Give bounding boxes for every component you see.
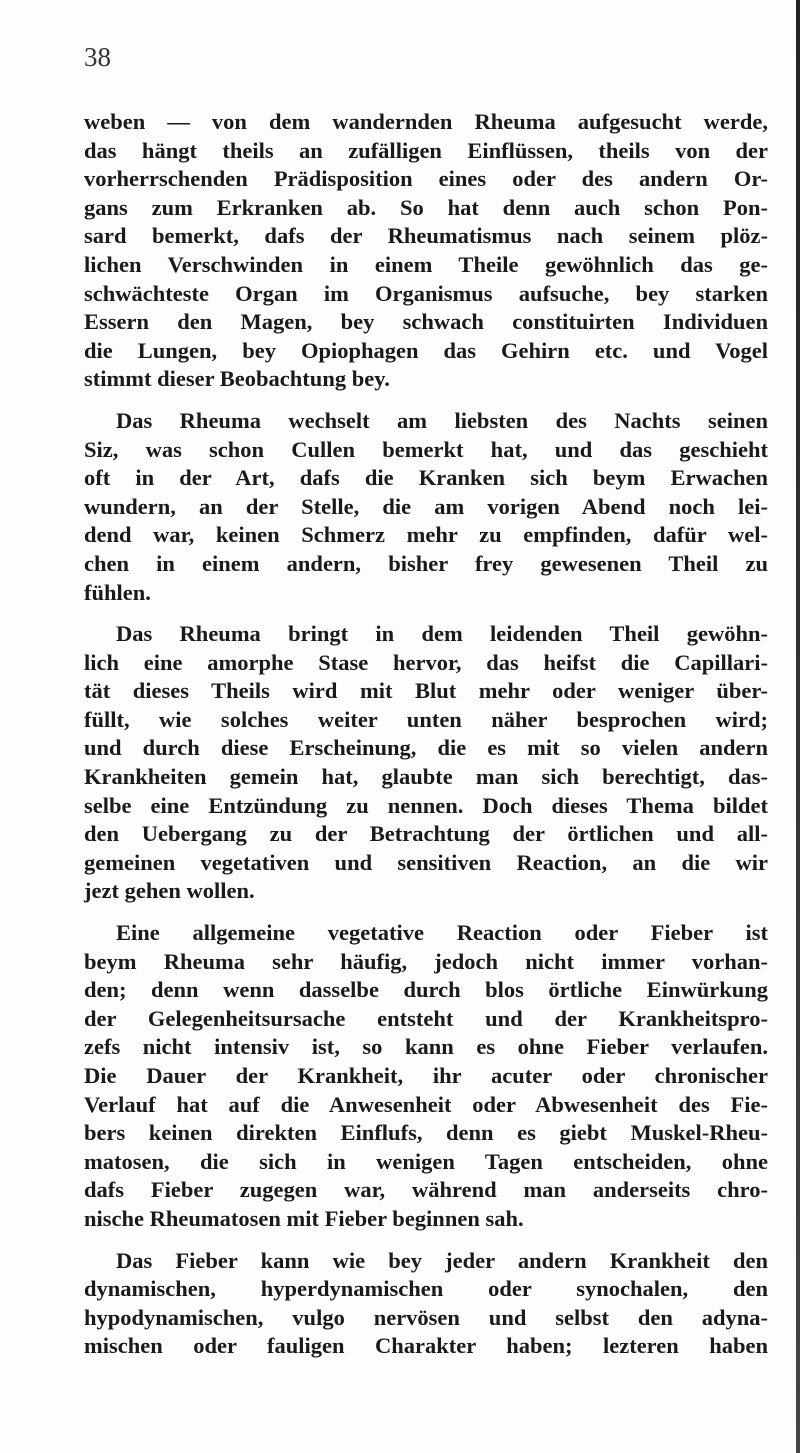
text-line: chen in einem andern, bisher frey gewesenen Theil zu [84,550,768,576]
text-line: Siz, was schon Cullen bemerkt hat, und das geschieht [84,436,768,462]
text-line: fühlen. [84,579,151,605]
text-line: Krankheiten gemein hat, glaubte man sich berechtigt, das- [84,764,768,790]
text-line: nische Rheumatosen mit Fieber beginnen sah. [84,1205,524,1231]
text-line: Das Rheuma bringt in dem leidenden Theil gewöhn- [116,621,768,647]
text-line: Das Rheuma wechselt am liebsten des Nachts seinen [116,407,768,433]
text-line: schwächteste Organ im Organismus aufsuche, bey starken [84,280,768,306]
paragraph [84,108,768,394]
text-line: das hängt theils an zufälligen Einflüssen, theils von der [84,137,768,163]
text-line: oft in der Art, dafs die Kranken sich beym Erwachen [84,465,768,491]
paragraph-gap [84,906,768,919]
text-line: dend war, keinen Schmerz mehr zu empfinden, dafür wel- [84,522,768,548]
text-line: mischen oder fauligen Charakter haben; lezteren haben [84,1333,768,1359]
text-line: die Lungen, bey Opiophagen das Gehirn etc. und Vogel [84,337,768,363]
text-line: Essern den Magen, bey schwach constituirten Individuen [84,309,768,335]
text-line: matosen, die sich in wenigen Tagen entscheiden, ohne [84,1148,768,1174]
page-number: 38 [84,42,111,72]
body-text [84,108,768,1361]
text-line: zefs nicht intensiv ist, so kann es ohne Fieber verlaufen. [84,1034,768,1060]
text-line: tät dieses Theils wird mit Blut mehr oder weniger über- [84,678,768,704]
text-line: lich eine amorphe Stase hervor, das heifst die Capillari- [84,649,768,675]
text-line: Eine allgemeine vegetative Reaction oder Fieber ist [116,920,768,946]
text-line: sard bemerkt, dafs der Rheumatismus nach seinem plöz- [84,223,768,249]
paragraph [84,1247,768,1361]
paragraph-gap [84,394,768,407]
text-line: beym Rheuma sehr häufig, jedoch nicht immer vorhan- [84,948,768,974]
text-line: gemeinen vegetativen und sensitiven Reaction, an die wir [84,849,768,875]
text-line: bers keinen direkten Einflufs, denn es giebt Muskel-Rheu- [84,1120,768,1146]
text-line: Verlauf hat auf die Anwesenheit oder Abwesenheit des Fie- [84,1091,768,1117]
text-line: lichen Verschwinden in einem Theile gewöhnlich das ge- [84,251,768,277]
text-line: jezt gehen wollen. [84,878,255,904]
text-line: Die Dauer der Krankheit, ihr acuter oder chronischer [84,1063,768,1088]
text-line: den; denn wenn dasselbe durch blos örtliche Einwürkung [84,977,768,1003]
text-line: der Gelegenheitsursache entsteht und der Krankheitspro- [84,1005,768,1031]
paragraph-gap [84,1234,768,1247]
paragraph [84,407,768,607]
text-line: weben — von dem wandernden Rheuma aufgesucht werde, [84,109,768,134]
text-line: dafs Fieber zugegen war, während man anderseits chro- [84,1177,768,1203]
paragraph [84,919,768,1234]
text-line: hypodynamischen, vulgo nervösen und selbst den adyna- [84,1304,768,1330]
paragraph [84,620,768,906]
text-line: dynamischen, hyperdynamischen oder synochalen, den [84,1276,768,1302]
text-line: gans zum Erkranken ab. So hat denn auch schon Pon- [84,194,768,220]
text-line: stimmt dieser Beobachtung bey. [84,366,390,392]
text-line: und durch diese Erscheinung, die es mit so vielen andern [84,735,768,761]
page-edge-shadow [796,0,800,1453]
text-line: Das Fieber kann wie bey jeder andern Krankheit den [116,1247,768,1273]
text-line: füllt, wie solches weiter unten näher besprochen wird; [84,706,768,732]
text-line: den Uebergang zu der Betrachtung der örtlichen und all- [84,821,768,847]
text-line: vorherrschenden Prädisposition eines oder des andern Or- [84,166,768,192]
paragraph-gap [84,607,768,620]
text-line: selbe eine Entzündung zu nennen. Doch dieses Thema bildet [84,792,768,818]
text-line: wundern, an der Stelle, die am vorigen Abend noch lei- [84,493,768,519]
